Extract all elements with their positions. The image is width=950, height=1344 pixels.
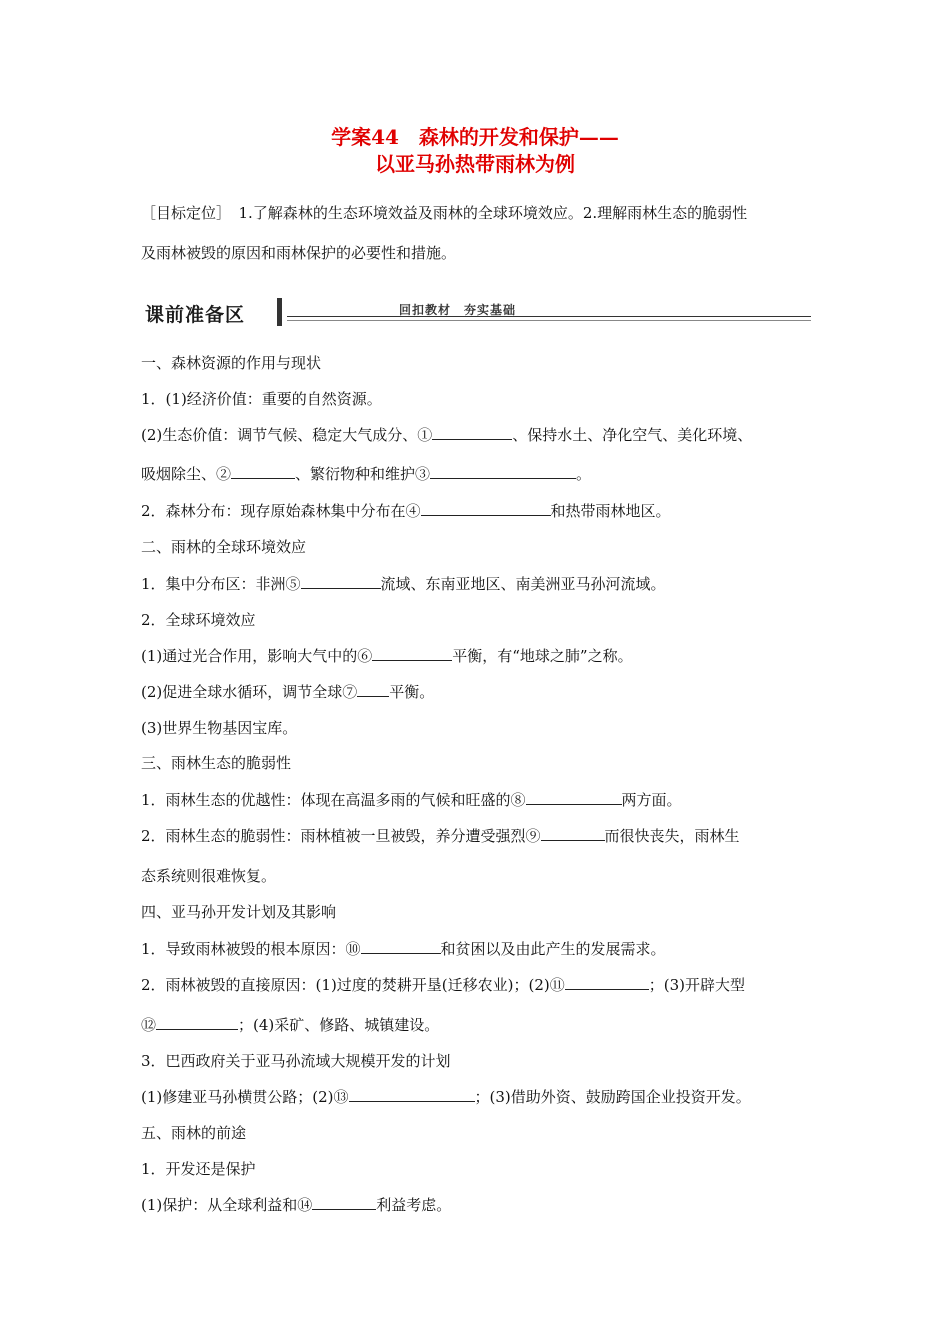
objective-line2: 及雨林被毁的原因和雨林保护的必要性和措施。 [141, 244, 457, 262]
text-line-with-blank [141, 424, 752, 446]
text-line-with-blank [141, 825, 740, 847]
section-heading-1: 一、森林资源的作用与现状 [141, 354, 322, 372]
text-line-with-blank [141, 500, 671, 522]
text-segment: 1．雨林生态的优越性：体现在高温多雨的气候和旺盛的⑧ [141, 791, 526, 809]
text-segment: (1)保护：从全球利益和⑭ [141, 1196, 313, 1214]
text-segment: 而很快丧失，雨林生 [604, 827, 740, 845]
text-segment: 吸烟除尘、② [141, 465, 232, 483]
page-title-line2: 以亚马孙热带雨林为例 [375, 152, 575, 176]
text-line-with-blank [141, 645, 633, 667]
fill-blank-12[interactable] [156, 1015, 238, 1030]
text-segment: 1．导致雨林被毁的根本原因：⑩ [141, 940, 361, 958]
text-segment: 、繁衍物种和维护③ [295, 465, 431, 483]
text-segment: ；(3)借助外资、鼓励跨国企业投资开发。 [474, 1088, 751, 1106]
section-banner [141, 296, 811, 330]
text-line-with-blank [141, 1014, 439, 1036]
text-segment: 2．雨林被毁的直接原因：(1)过度的焚耕开垦(迁移农业)；(2)⑪ [141, 976, 565, 994]
text-line: 态系统则很难恢复。 [141, 867, 277, 885]
fill-blank-13[interactable] [349, 1087, 475, 1102]
text-segment: ⑫ [141, 1016, 157, 1034]
text-segment: ；(3)开辟大型 [648, 976, 745, 994]
fill-blank-6[interactable] [372, 646, 452, 661]
text-segment: 1．集中分布区：非洲⑤ [141, 575, 301, 593]
text-line-with-blank [141, 938, 666, 960]
fill-blank-4[interactable] [421, 501, 551, 516]
banner-title: 课前准备区 [145, 304, 246, 326]
text-line: 1．开发还是保护 [141, 1160, 256, 1178]
fill-blank-9[interactable] [541, 826, 605, 841]
text-segment: 利益考虑。 [376, 1196, 452, 1214]
fill-blank-2[interactable] [231, 464, 295, 479]
text-line-with-blank [141, 1086, 751, 1108]
text-line-with-blank [141, 789, 682, 811]
section-heading-3: 三、雨林生态的脆弱性 [141, 754, 292, 772]
fill-blank-3[interactable] [430, 464, 576, 479]
text-segment: (2)生态价值：调节气候、稳定大气成分、① [141, 426, 433, 444]
text-segment: 2．雨林生态的脆弱性：雨林植被一旦被毁，养分遭受强烈⑨ [141, 827, 541, 845]
text-line-with-blank [141, 1194, 451, 1216]
text-segment: 平衡。 [389, 683, 435, 701]
fill-blank-10[interactable] [361, 939, 441, 954]
text-segment: ；(4)采矿、修路、城镇建设。 [238, 1016, 440, 1034]
text-segment: 、保持水土、净化空气、美化环境、 [512, 426, 753, 444]
text-line-with-blank [141, 974, 745, 996]
text-segment: 2．森林分布：现存原始森林集中分布在④ [141, 502, 421, 520]
fill-blank-5[interactable] [301, 574, 381, 589]
text-line: 2．全球环境效应 [141, 611, 256, 629]
text-segment: 两方面。 [621, 791, 682, 809]
banner-divider [277, 298, 282, 326]
text-segment: 平衡，有“地球之肺”之称。 [452, 647, 633, 665]
text-segment: 流域、东南亚地区、南美洲亚马孙河流域。 [380, 575, 666, 593]
text-segment: 。 [576, 465, 592, 483]
text-segment: (1)修建亚马孙横贯公路；(2)⑬ [141, 1088, 349, 1106]
objective-line1: ［目标定位］ 1.了解森林的生态环境效益及雨林的全球环境效应。2.理解雨林生态的脆弱性 [141, 204, 748, 222]
fill-blank-8[interactable] [526, 790, 622, 805]
text-line-with-blank [141, 681, 434, 703]
text-segment: (1)通过光合作用，影响大气中的⑥ [141, 647, 373, 665]
text-segment: 和热带雨林地区。 [550, 502, 671, 520]
banner-subtitle: 回扣教材 夯实基础 [399, 303, 517, 317]
text-line: 3．巴西政府关于亚马孙流域大规模开发的计划 [141, 1052, 451, 1070]
section-heading-2: 二、雨林的全球环境效应 [141, 538, 307, 556]
page-title-line1: 学案44 森林的开发和保护—— [331, 125, 619, 149]
banner-rule-secondary [287, 320, 811, 321]
section-heading-4: 四、亚马孙开发计划及其影响 [141, 903, 337, 921]
text-line: (3)世界生物基因宝库。 [141, 719, 298, 737]
fill-blank-1[interactable] [432, 425, 512, 440]
text-line: 1．(1)经济价值：重要的自然资源。 [141, 390, 382, 408]
fill-blank-7[interactable] [357, 682, 389, 697]
section-heading-5: 五、雨林的前途 [141, 1124, 247, 1142]
fill-blank-14[interactable] [312, 1195, 376, 1210]
text-segment: (2)促进全球水循环，调节全球⑦ [141, 683, 358, 701]
text-line-with-blank [141, 573, 666, 595]
fill-blank-11[interactable] [565, 975, 649, 990]
text-segment: 和贫困以及由此产生的发展需求。 [440, 940, 666, 958]
text-line-with-blank [141, 463, 591, 485]
banner-rule [287, 316, 811, 317]
